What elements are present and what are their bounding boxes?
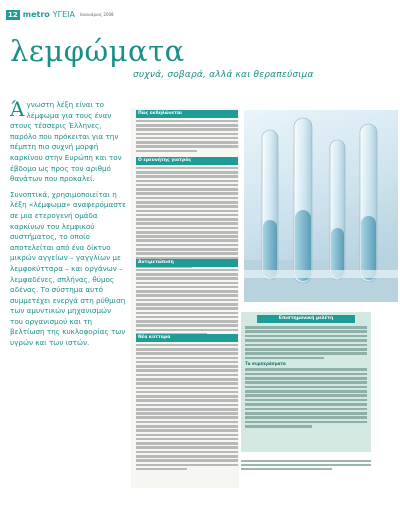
- text-line: [136, 290, 238, 293]
- text-line: [136, 210, 238, 213]
- text-line: [136, 248, 238, 251]
- text-line: [136, 369, 238, 372]
- text-line: [136, 365, 238, 368]
- text-line: [136, 286, 238, 289]
- text-line: [136, 324, 238, 327]
- text-line: [136, 320, 238, 323]
- text-line: [136, 438, 238, 441]
- study-info-box: [241, 312, 371, 452]
- text-line: [136, 312, 238, 315]
- text-line: [136, 352, 238, 355]
- text-line: [136, 133, 238, 136]
- text-line: [136, 197, 238, 200]
- text-line: [136, 273, 238, 276]
- text-line: [245, 425, 312, 428]
- text-line: [136, 227, 238, 230]
- text-line: [136, 167, 238, 170]
- intro-paragraph-2: Συνοπτικά, χρησιμοποιείται η λέξη «λέμφωμα» αναφερόμαστε σε μια ετερογενή ομάδα καρκίνων του λεμφικού συστήματος, το οποίο αποτελείται από ένα δίκτυο μικρών αγγείων – γαγγλίων με λεμφοκύτταρα – και οργάνων – λεμφαδένες, σπλήνας, θύμος αδένας. Το σύστημα αυτό συμμετέχει ενεργά στη ρύθμιση των αμυντικών μηχανισμών του οργανισμού και τη βελτίωση της κυκλοφορίας των υγρών και των ιστών.: [10, 189, 127, 348]
- text-line: [136, 188, 238, 191]
- text-line: [136, 464, 238, 467]
- text-line: [136, 235, 238, 238]
- footer-note: [241, 458, 371, 472]
- text-line: [136, 316, 238, 319]
- text-line: [136, 404, 238, 407]
- text-line: [136, 137, 238, 140]
- text-line: [136, 244, 238, 247]
- page-number: 12: [8, 10, 18, 19]
- text-line: [136, 395, 238, 398]
- text-line: [245, 390, 367, 393]
- text-line: [136, 277, 238, 280]
- text-line: [136, 408, 238, 411]
- text-line: [136, 192, 238, 195]
- text-line: [136, 391, 238, 394]
- text-line: [136, 239, 238, 242]
- text-line: [136, 434, 238, 437]
- text-line: [245, 335, 367, 338]
- info-box-title: Επιστημονική μελέτη: [257, 315, 355, 323]
- page-header: [6, 9, 114, 20]
- text-line: [136, 201, 238, 204]
- text-line: [136, 446, 238, 449]
- text-line: [245, 399, 367, 402]
- text-line: [245, 330, 367, 333]
- issue-date: Ιανουάριος 2008: [80, 12, 114, 17]
- text-line: [136, 329, 238, 332]
- article-subtitle: συχνά, σοβαρά, αλλά και θεραπεύσιμα: [133, 70, 314, 80]
- text-line: [136, 299, 238, 302]
- text-line: [136, 294, 238, 297]
- text-line: [136, 231, 238, 234]
- text-line: [136, 252, 238, 255]
- text-line: [245, 357, 324, 360]
- sidebar-box-title: Ο ερευνήτης γιατρός: [136, 157, 238, 165]
- text-line: [136, 348, 238, 351]
- test-tubes-photo: [244, 110, 398, 302]
- text-line: [241, 460, 371, 462]
- text-line: [136, 421, 238, 424]
- text-line: [245, 408, 367, 411]
- text-line: [136, 120, 238, 123]
- text-line: [245, 352, 367, 355]
- text-line: [245, 344, 367, 347]
- text-line: [136, 399, 238, 402]
- text-line: [136, 269, 238, 272]
- text-line: [245, 381, 367, 384]
- text-line: [136, 222, 238, 225]
- sidebar-box-doctor: [136, 157, 238, 269]
- text-line: [136, 303, 238, 306]
- text-line: [245, 386, 367, 389]
- text-line: [136, 387, 238, 390]
- drop-cap: Ά: [10, 97, 25, 121]
- sidebar-box-treatment: [136, 259, 238, 337]
- brand-name: metro: [22, 10, 50, 19]
- text-line: [245, 421, 367, 424]
- text-line: [136, 429, 238, 432]
- intro-text-1: γνωστη λέξη είναι το λέμφωμα για τους έναν στους τέσσερις Έλληνες, παρόλο που πρόκειται για την πέμπτη πιο συχνή μορφή καρκίνου στην Ευρώπη και τον έβδομο ως προς τον αριθμό θανάτων που προκαλεί.: [10, 100, 122, 184]
- test-tubes-illustration: [244, 110, 398, 302]
- text-line: [245, 412, 367, 415]
- article-title: λεμφώματα: [10, 34, 185, 68]
- text-line: [136, 412, 238, 415]
- text-line: [136, 171, 238, 174]
- text-line: [245, 377, 367, 380]
- sidebar-box-new-cells: [136, 334, 238, 472]
- text-line: [136, 378, 238, 381]
- text-line: [136, 451, 238, 454]
- text-line: [136, 180, 238, 183]
- text-line: [136, 214, 238, 217]
- text-line: [245, 339, 367, 342]
- info-box-subheading: Τα συμπεράσματα: [245, 361, 286, 367]
- sidebar-box-title: Πώς εκδηλώνεται: [136, 110, 238, 118]
- text-line: [245, 403, 367, 406]
- text-line: [136, 124, 238, 127]
- text-line: [136, 468, 187, 471]
- text-line: [241, 468, 332, 470]
- text-line: [136, 416, 238, 419]
- text-line: [136, 455, 238, 458]
- text-line: [245, 394, 367, 397]
- text-line: [136, 361, 238, 364]
- text-line: [136, 282, 238, 285]
- text-line: [136, 307, 238, 310]
- text-line: [136, 150, 197, 153]
- text-line: [136, 175, 238, 178]
- text-line: [136, 357, 238, 360]
- text-line: [245, 373, 367, 376]
- text-line: [136, 145, 238, 148]
- text-line: [136, 141, 238, 144]
- article-intro: [10, 97, 127, 354]
- text-line: [136, 382, 238, 385]
- text-line: [136, 459, 238, 462]
- text-line: [136, 205, 238, 208]
- text-line: [245, 326, 367, 329]
- text-line: [245, 348, 367, 351]
- text-line: [136, 184, 238, 187]
- text-line: [136, 218, 238, 221]
- sidebar-box-title: Αντιμετώπιση: [136, 259, 238, 267]
- text-line: [136, 442, 238, 445]
- text-line: [241, 464, 371, 466]
- text-line: [136, 425, 238, 428]
- text-line: [245, 416, 367, 419]
- sidebar-box-symptoms: [136, 110, 238, 154]
- text-line: [136, 344, 238, 347]
- text-line: [245, 368, 367, 371]
- text-line: [136, 128, 238, 131]
- text-line: [136, 374, 238, 377]
- section-name: ΥΓΕΙΑ: [52, 10, 76, 19]
- sidebar-box-title: Νέα κύτταρα: [136, 334, 238, 342]
- intro-paragraph-1: [10, 97, 126, 185]
